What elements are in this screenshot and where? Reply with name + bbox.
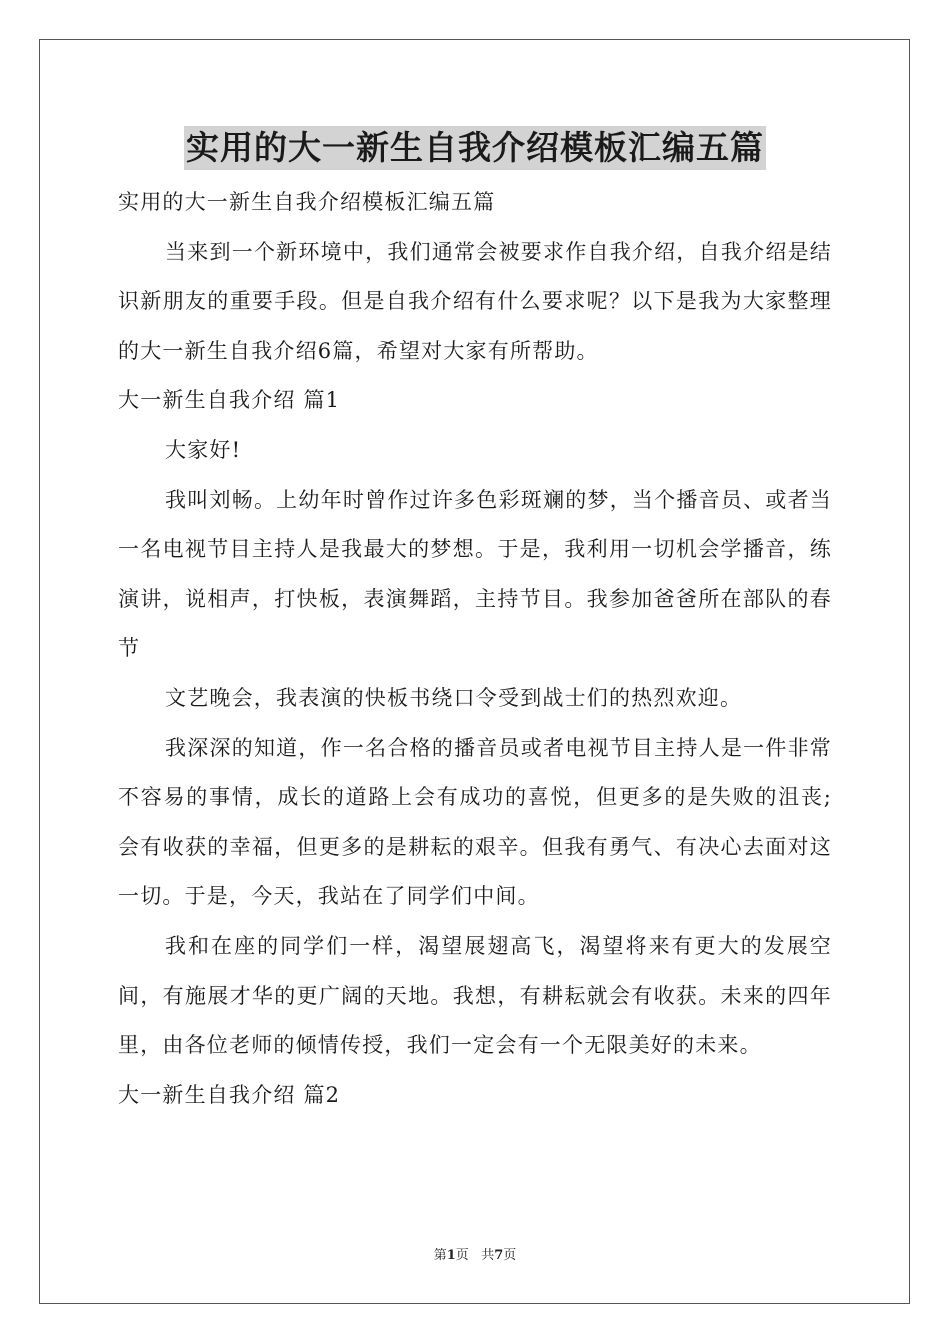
total-pages: 7 (494, 1248, 504, 1263)
section-heading-2: 大一新生自我介绍 篇2 (118, 1082, 341, 1107)
intro-paragraph: 当来到一个新环境中，我们通常会被要求作自我介绍，自我介绍是结识新朋友的重要手段。但是自我介绍有什么要求呢？以下是我为大家整理的大一新生自我介绍6篇，希望对大家有所帮助。 (118, 239, 832, 363)
document-body (118, 178, 832, 1120)
document-subtitle: 实用的大一新生自我介绍模板汇编五篇 (118, 190, 496, 214)
document-title: 实用的大一新生自我介绍模板汇编五篇 (184, 126, 766, 170)
page-footer (0, 1244, 950, 1263)
section-heading-1: 大一新生自我介绍 篇1 (118, 388, 341, 413)
body-paragraph: 我和在座的同学们一样，渴望展翅高飞，渴望将来有更大的发展空间，有施展才华的更广阔的天地。我想，有耕耘就会有收获。未来的四年里，由各位老师的倾情传授，我们一定会有一个无限美好的未来。 (118, 933, 832, 1058)
page-label-prefix: 第 (433, 1248, 447, 1263)
total-label-suffix: 页 (503, 1248, 517, 1263)
title-container (0, 126, 950, 170)
greeting-paragraph: 大家好! (165, 437, 242, 462)
body-paragraph: 文艺晚会，我表演的快板书绕口令受到战士们的热烈欢迎。 (165, 685, 743, 710)
body-paragraph: 我叫刘畅。上幼年时曾作过许多色彩斑斓的梦，当个播音员、或者当一名电视节目主持人是我最大的梦想。于是，我利用一切机会学播音，练演讲，说相声，打快板，表演舞蹈，主持节目。我参加爸爸所在部队的春节 (118, 487, 832, 661)
total-label-prefix: 共 (481, 1248, 495, 1263)
page-label-suffix: 页 (455, 1248, 469, 1263)
body-paragraph: 我深深的知道，作一名合格的播音员或者电视节目主持人是一件非常不容易的事情，成长的道路上会有成功的喜悦，但更多的是失败的沮丧;会有收获的幸福，但更多的是耕耘的艰辛。但我有勇气、有决心去面对这一切。于是，今天，我站在了同学们中间。 (118, 735, 832, 909)
page-number: 1 (446, 1248, 456, 1263)
